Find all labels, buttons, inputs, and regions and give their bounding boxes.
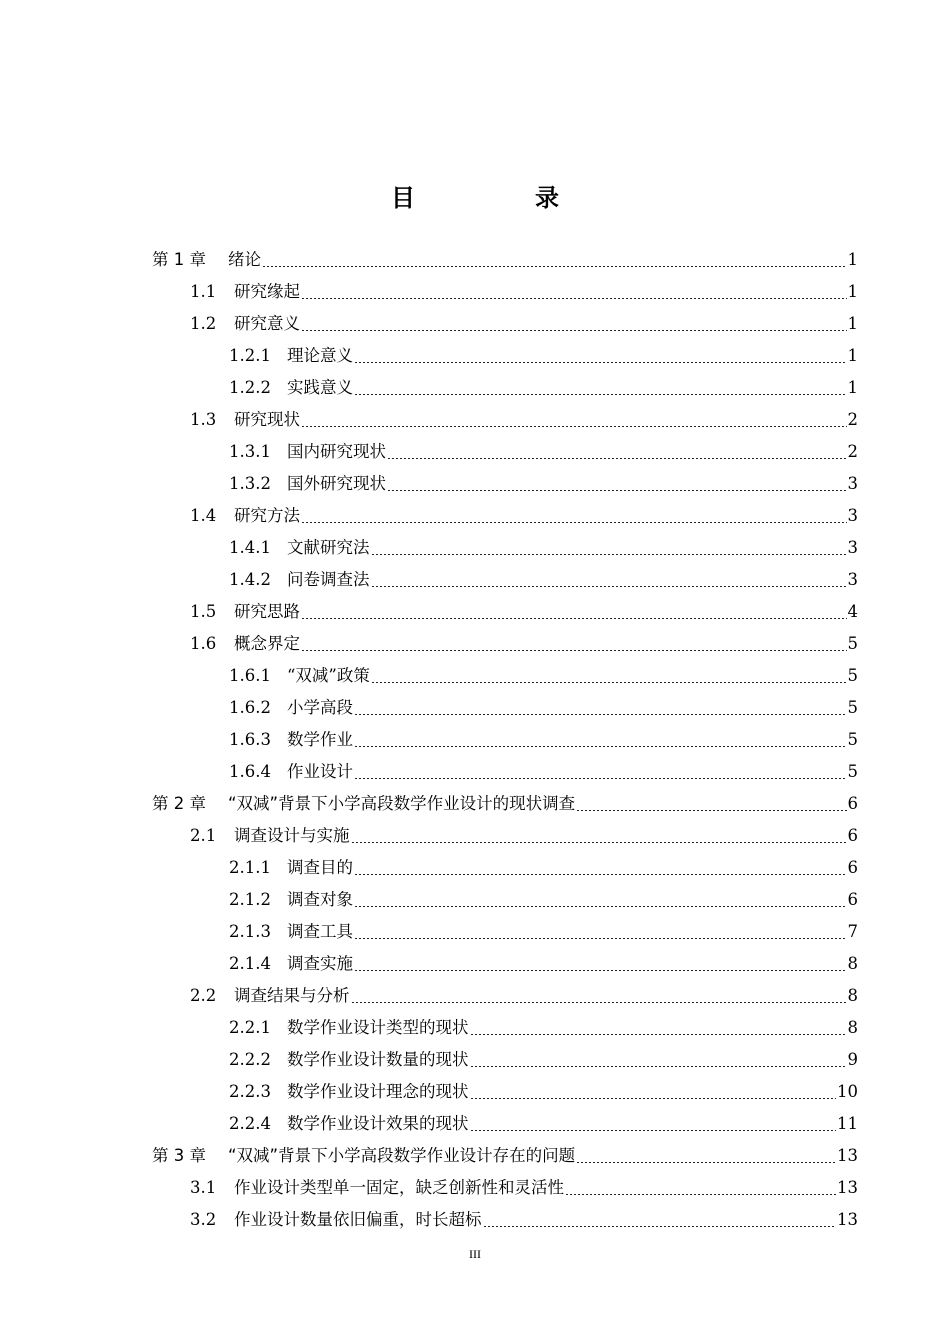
toc-section-entry[interactable] <box>190 404 858 436</box>
toc-entry-page: 3 <box>847 474 858 493</box>
toc-dot-leader <box>301 285 847 299</box>
toc-subsection-entry[interactable] <box>229 1108 858 1140</box>
toc-subsection-entry[interactable] <box>229 372 858 404</box>
toc-entry-title: 研究缘起 <box>234 282 300 301</box>
toc-entry-page: 3 <box>847 506 858 525</box>
toc-entry-title: 研究思路 <box>234 602 300 621</box>
toc-entry-title: “双减”背景下小学高段数学作业设计的现状调查 <box>228 794 576 813</box>
toc-dot-leader <box>301 637 847 651</box>
toc-subsection-entry[interactable] <box>229 660 858 692</box>
toc-dot-leader <box>354 381 847 395</box>
toc-entry-page: 1 <box>847 346 858 365</box>
toc-entry-number: 1.6.3 <box>229 730 271 749</box>
toc-entry-number: 1.3.1 <box>229 442 271 461</box>
toc-entry-number: 1.4.2 <box>229 570 271 589</box>
toc-entry-number: 2.2.2 <box>229 1050 271 1069</box>
toc-dot-leader <box>470 1053 847 1067</box>
toc-entry-number: 1.6.1 <box>229 666 271 685</box>
toc-dot-leader <box>371 669 847 683</box>
toc-subsection-entry[interactable] <box>229 916 858 948</box>
toc-entry-page: 8 <box>847 986 858 1005</box>
toc-dot-leader <box>470 1021 847 1035</box>
toc-dot-leader <box>387 477 847 491</box>
toc-section-entry[interactable] <box>190 1172 858 1204</box>
toc-dot-leader <box>351 829 847 843</box>
toc-entry-page: 4 <box>847 602 858 621</box>
toc-entry-page: 5 <box>847 666 858 685</box>
toc-entry-number: 1.6 <box>190 634 217 653</box>
toc-entry-title: 调查结果与分析 <box>234 986 350 1005</box>
toc-section-entry[interactable] <box>190 1204 858 1236</box>
toc-dot-leader <box>301 413 847 427</box>
toc-section-entry[interactable] <box>190 628 858 660</box>
toc-entry-title: “双减”政策 <box>287 666 370 685</box>
toc-entry-title: 概念界定 <box>234 634 300 653</box>
toc-dot-leader <box>354 349 847 363</box>
toc-section-entry[interactable] <box>190 596 858 628</box>
toc-dot-leader <box>371 541 847 555</box>
toc-entry-page: 13 <box>837 1146 858 1165</box>
toc-section-entry[interactable] <box>190 500 858 532</box>
toc-entry-page: 6 <box>847 890 858 909</box>
toc-entry-number: 1.6.4 <box>229 762 271 781</box>
toc-entry-page: 1 <box>847 250 858 269</box>
toc-entry-title: 研究意义 <box>234 314 300 333</box>
toc-entry-page: 5 <box>847 698 858 717</box>
toc-subsection-entry[interactable] <box>229 948 858 980</box>
toc-entry-number: 3.1 <box>190 1178 217 1197</box>
toc-entry-page: 11 <box>837 1114 858 1133</box>
toc-entry-title: 国内研究现状 <box>287 442 386 461</box>
toc-entry-number: 1.2.2 <box>229 378 271 397</box>
toc-entry-number: 2.2.3 <box>229 1082 271 1101</box>
toc-dot-leader <box>354 925 847 939</box>
toc-dot-leader <box>576 797 846 811</box>
toc-entry-page: 9 <box>847 1050 858 1069</box>
toc-entry-page: 5 <box>847 730 858 749</box>
toc-dot-leader <box>470 1117 837 1131</box>
toc-entry-number: 第 3 章 <box>152 1146 206 1165</box>
toc-dot-leader <box>301 509 847 523</box>
toc-entry-page: 1 <box>847 378 858 397</box>
toc-subsection-entry[interactable] <box>229 436 858 468</box>
toc-entry-page: 2 <box>847 410 858 429</box>
toc-entry-page: 10 <box>837 1082 858 1101</box>
toc-entry-number: 2.1.2 <box>229 890 271 909</box>
toc-entry-title: 国外研究现状 <box>287 474 386 493</box>
toc-dot-leader <box>470 1085 837 1099</box>
toc-subsection-entry[interactable] <box>229 340 858 372</box>
toc-entry-page: 3 <box>847 570 858 589</box>
toc-entry-page: 5 <box>847 634 858 653</box>
toc-subsection-entry[interactable] <box>229 852 858 884</box>
toc-section-entry[interactable] <box>190 308 858 340</box>
toc-entry-page: 3 <box>847 538 858 557</box>
toc-entry-title: 小学高段 <box>287 698 353 717</box>
toc-entry-title: 绪论 <box>228 250 261 269</box>
toc-entry-title: 研究现状 <box>234 410 300 429</box>
toc-subsection-entry[interactable] <box>229 724 858 756</box>
toc-subsection-entry[interactable] <box>229 756 858 788</box>
toc-entry-title: 实践意义 <box>287 378 353 397</box>
toc-dot-leader <box>483 1213 837 1227</box>
toc-entry-title: 作业设计数量依旧偏重，时长超标 <box>234 1210 482 1229</box>
toc-section-entry[interactable] <box>190 276 858 308</box>
toc-dot-leader <box>351 989 847 1003</box>
toc-entry-number: 2.1.4 <box>229 954 271 973</box>
toc-entry-number: 2.1.3 <box>229 922 271 941</box>
toc-entry-page: 13 <box>837 1178 858 1197</box>
toc-subsection-entry[interactable] <box>229 1012 858 1044</box>
toc-subsection-entry[interactable] <box>229 1076 858 1108</box>
toc-entry-number: 1.5 <box>190 602 217 621</box>
toc-subsection-entry[interactable] <box>229 468 858 500</box>
toc-entry-number: 第 1 章 <box>152 250 206 269</box>
toc-entry-title: 数学作业 <box>287 730 353 749</box>
toc-subsection-entry[interactable] <box>229 884 858 916</box>
toc-chapter-entry[interactable] <box>152 788 858 820</box>
toc-subsection-entry[interactable] <box>229 564 858 596</box>
toc-dot-leader <box>301 605 847 619</box>
toc-entry-title: 数学作业设计类型的现状 <box>287 1018 469 1037</box>
toc-entry-number: 第 2 章 <box>152 794 206 813</box>
toc-entry-number: 2.2.4 <box>229 1114 271 1133</box>
toc-entry-title: 文献研究法 <box>287 538 370 557</box>
toc-dot-leader <box>354 957 847 971</box>
toc-section-entry[interactable] <box>190 820 858 852</box>
toc-dot-leader <box>565 1181 836 1195</box>
toc-dot-leader <box>354 701 847 715</box>
toc-dot-leader <box>354 733 847 747</box>
toc-entry-title: 调查目的 <box>287 858 353 877</box>
toc-entry-page: 13 <box>837 1210 858 1229</box>
toc-entry-number: 2.1.1 <box>229 858 271 877</box>
toc-dot-leader <box>354 765 847 779</box>
toc-entry-number: 1.3.2 <box>229 474 271 493</box>
toc-entry-number: 2.2.1 <box>229 1018 271 1037</box>
page-number-footer: III <box>469 1247 481 1261</box>
toc-entry-page: 6 <box>847 858 858 877</box>
toc-entry-page: 2 <box>847 442 858 461</box>
toc-entry-page: 1 <box>847 314 858 333</box>
toc-entry-number: 1.4 <box>190 506 217 525</box>
toc-entry-title: 数学作业设计效果的现状 <box>287 1114 469 1133</box>
toc-dot-leader <box>262 253 847 267</box>
toc-dot-leader <box>354 861 847 875</box>
toc-dot-leader <box>387 445 847 459</box>
toc-entry-title: 作业设计 <box>287 762 353 781</box>
toc-entry-page: 5 <box>847 762 858 781</box>
toc-entry-number: 1.6.2 <box>229 698 271 717</box>
page-title: 目 录 <box>391 184 607 212</box>
toc-dot-leader <box>354 893 847 907</box>
toc-dot-leader <box>371 573 847 587</box>
toc-entry-page: 8 <box>847 954 858 973</box>
toc-entry-page: 6 <box>847 826 858 845</box>
toc-entry-page: 7 <box>847 922 858 941</box>
toc-entry-title: “双减”背景下小学高段数学作业设计存在的问题 <box>228 1146 576 1165</box>
toc-entry-page: 6 <box>847 794 858 813</box>
toc-entry-title: 数学作业设计数量的现状 <box>287 1050 469 1069</box>
toc-entry-number: 1.4.1 <box>229 538 271 557</box>
toc-entry-number: 1.3 <box>190 410 217 429</box>
toc-entry-title: 调查对象 <box>287 890 353 909</box>
toc-entry-page: 8 <box>847 1018 858 1037</box>
toc-dot-leader <box>576 1149 836 1163</box>
toc-entry-number: 1.2.1 <box>229 346 271 365</box>
toc-dot-leader <box>301 317 847 331</box>
toc-entry-title: 调查工具 <box>287 922 353 941</box>
toc-subsection-entry[interactable] <box>229 692 858 724</box>
toc-entry-title: 作业设计类型单一固定，缺乏创新性和灵活性 <box>234 1178 564 1197</box>
toc-entry-number: 1.2 <box>190 314 217 333</box>
toc-entry-number: 2.1 <box>190 826 217 845</box>
toc-subsection-entry[interactable] <box>229 532 858 564</box>
toc-section-entry[interactable] <box>190 980 858 1012</box>
toc-entry-number: 2.2 <box>190 986 217 1005</box>
toc-entry-page: 1 <box>847 282 858 301</box>
toc-entry-number: 3.2 <box>190 1210 217 1229</box>
toc-entry-title: 调查设计与实施 <box>234 826 350 845</box>
toc-chapter-entry[interactable] <box>152 1140 858 1172</box>
toc-entry-title: 数学作业设计理念的现状 <box>287 1082 469 1101</box>
toc-entry-title: 问卷调查法 <box>287 570 370 589</box>
toc-subsection-entry[interactable] <box>229 1044 858 1076</box>
toc-chapter-entry[interactable] <box>152 244 858 276</box>
toc-entry-title: 研究方法 <box>234 506 300 525</box>
toc-entry-number: 1.1 <box>190 282 217 301</box>
toc-entry-title: 理论意义 <box>287 346 353 365</box>
toc-entry-title: 调查实施 <box>287 954 353 973</box>
